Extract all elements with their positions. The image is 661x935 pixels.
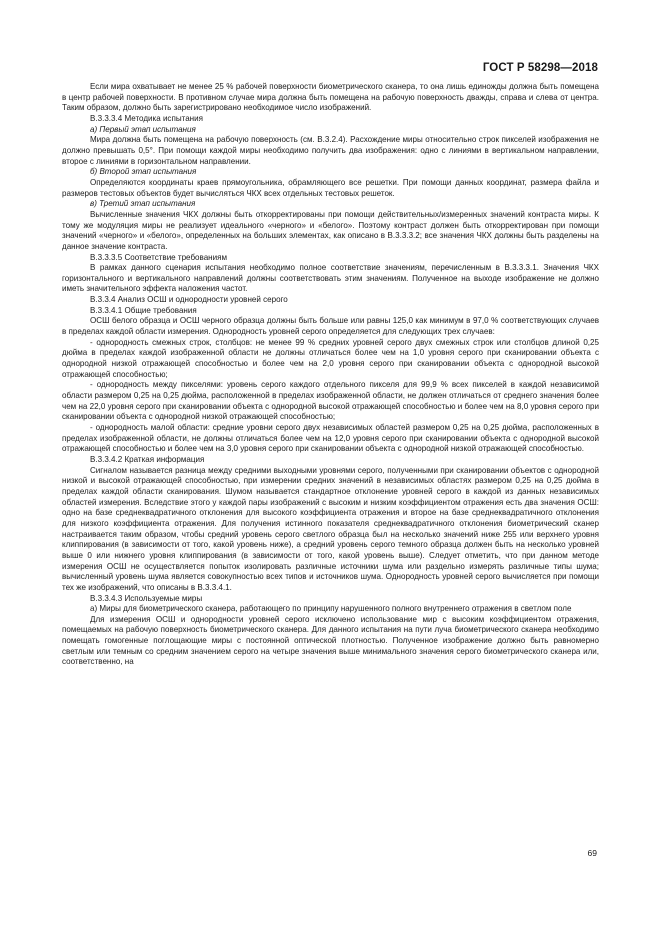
section-heading: В.3.3.3.4 Методика испытания — [90, 113, 203, 123]
paragraph: Определяются координаты краев прямоугольника, обрамляющего все решетки. При помощи данных координат, размера файла и размеров тестовых объектов будет вычисляться ЧКХ всех отдельных тестовых решеток. — [62, 177, 599, 198]
paragraph: Вычисленные значения ЧКХ должны быть откорректированы при помощи действительных/измеренных значений контраста миры. К тому же модуляция миры не реализует идеального «черного» и «белого». Поэтому контраст должен быть откорректирован при помощи значений «черного» и «белого», определенных на больших элементах, как описано в В.3.3.3.2; все значения ЧКХ должны быть разделены на данное значение контраста. — [62, 209, 599, 251]
paragraph: Мира должна быть помещена на рабочую поверхность (см. В.3.2.4). Расхождение миры относительно строк пикселей изображения не должно превышать 0,5°. При помощи каждой миры необходимо получить два изображения: одно с линиями в вертикальном направлении, второе с линиями в горизонтальном направлении. — [62, 135, 599, 166]
section-heading: В.3.3.4 Анализ ОСШ и однородности уровней серого — [90, 295, 288, 305]
page-number: 69 — [587, 848, 597, 858]
subsection-label: а) Первый этап испытания — [90, 124, 196, 134]
subsection-heading — [62, 125, 599, 136]
list-item: - однородность между пикселями: уровень серого каждого отдельного пикселя для 99,9 % всех пикселей в каждой независимой области размером 0,25 на 0,25 дюйма, расположенной в пределах изображенной области, не должен отличаться от среднего значения более чем на 22,0 уровня серого при сканировании объекта с однородной высокой отражающей способностью и более чем на 8,0 уровня серого при сканировании объекта с однородной низкой отражающей способностью; — [62, 380, 599, 422]
subsection-label: в) Третий этап испытания — [90, 199, 196, 209]
standard-header: ГОСТ Р 58298—2018 — [482, 62, 598, 74]
paragraph: а) Миры для биометрического сканера, работающего по принципу нарушенного полного внутреннего отражения в светлом поле — [90, 604, 572, 614]
section-heading: В.3.3.4.2 Краткая информация — [90, 454, 205, 464]
list-item: - однородность смежных строк, столбцов: не менее 99 % средних уровней серого двух смежных строк или столбцов длиной 0,25 дюйма в пределах каждой изображенной области не должны отличаться более чем на 1,0 уровня серого при сканировании объекта с однородной низкой отражающей способностью и более чем на 2,0 уровня серого при сканировании объекта с однородной высокой отражающей способностью; — [62, 337, 599, 379]
paragraph: Если мира охватывает не менее 25 % рабочей поверхности биометрического сканера, то она лишь единожды должна быть помещена в центр рабочей поверхности. В противном случае мира должна быть помещена на рабочую поверхность дважды, справа и слева от центра. Таким образом, должно быть зарегистрировано необходимое число изображений. — [62, 82, 599, 113]
paragraph: Сигналом называется разница между средними выходными уровнями серого, полученными при сканировании объектов с однородной низкой и высокой отражающей способностью, при измерении средних значений в независимых областях размером 0,25 на 0,25 дюйма в пределах каждой области сканирования. Шумом называется стандартное отклонение уровней серого в каждой из данных независимых областей измерения. Вследствие этого у каждой пары изображений с высоким и низким коэффициентом отражения есть два значения ОСШ: одно на базе среднеквадратичного отклонения для высокого коэффициента отражения и второе на базе среднеквадратичного отклонения для низкого коэффициента отражения. Для получения истинного показателя среднеквадратичного отклонения биометрический сканер настраивается таким образом, чтобы средний уровень серого светлого образца был на несколько значений ниже 255 или верхнего уровня клиппирования (в зависимости от того, какой уровень ниже), а средний уровень серого темного образца должен быть на несколько уровней выше 0 или нижнего уровня клиппирования (в зависимости от того, какой уровень выше). Следует отметить, что при данном методе измерения ОСШ не осуществляется попыток изолировать различные источники шума или раздельно измерять различные типы шума; вычисленный уровень шума является совокупностью всех типов и источников шума. Однородность уровней серого вычисляется при помощи тех же изображений, что описаны в В.3.3.4.1. — [62, 465, 599, 592]
list-item: - однородность малой области: средние уровни серого двух независимых областей размером 0,25 на 0,25 дюйма, расположенных в пределах изображенной области, не должны отличаться более чем на 12,0 уровня серого при сканировании объекта с однородной высокой отражающей способностью и более чем на 3,0 уровня серого при сканировании объекта с однородной низкой отражающей способностью. — [62, 423, 599, 454]
paragraph: ОСШ белого образца и ОСШ черного образца должны быть больше или равны 125,0 как минимум в 97,0 % соответствующих случаев в пределах каждой области измерения. Однородность уровней серого определяется для следующих трех случаев: — [62, 316, 599, 337]
section-heading: В.3.3.4.1 Общие требования — [90, 305, 197, 315]
paragraph: Для измерения ОСШ и однородности уровней серого исключено использование мир с высоким коэффициентом отражения, помещаемых на рабочую поверхность биометрического сканера. Для данного испытания на пути луча биометрического сканера необходимо помещать гомогенные поглощающие миры с постоянной оптической плотностью. Полученное изображение должно быть равномерно светлым или темным со средним значением серого на четыре значения выше минимального значения серого биометрического сканера или, соответственно, на — [62, 614, 599, 667]
subsection-label: б) Второй этап испытания — [90, 167, 197, 177]
subsection-heading — [62, 199, 599, 210]
document-body — [62, 82, 599, 668]
section-heading: В.3.3.4.3 Используемые миры — [90, 593, 203, 603]
paragraph: В рамках данного сценария испытания необходимо полное соответствие значениям, перечисленным в В.3.3.3.1. Значения ЧКХ горизонтального и вертикального направлений должны соответствовать этим значениям. Полученное на выходе изображение не должно иметь значительного эффекта наложения частот. — [62, 263, 599, 294]
subsection-heading — [62, 167, 599, 178]
section-heading: В.3.3.3.5 Соответствие требованиям — [90, 252, 228, 262]
